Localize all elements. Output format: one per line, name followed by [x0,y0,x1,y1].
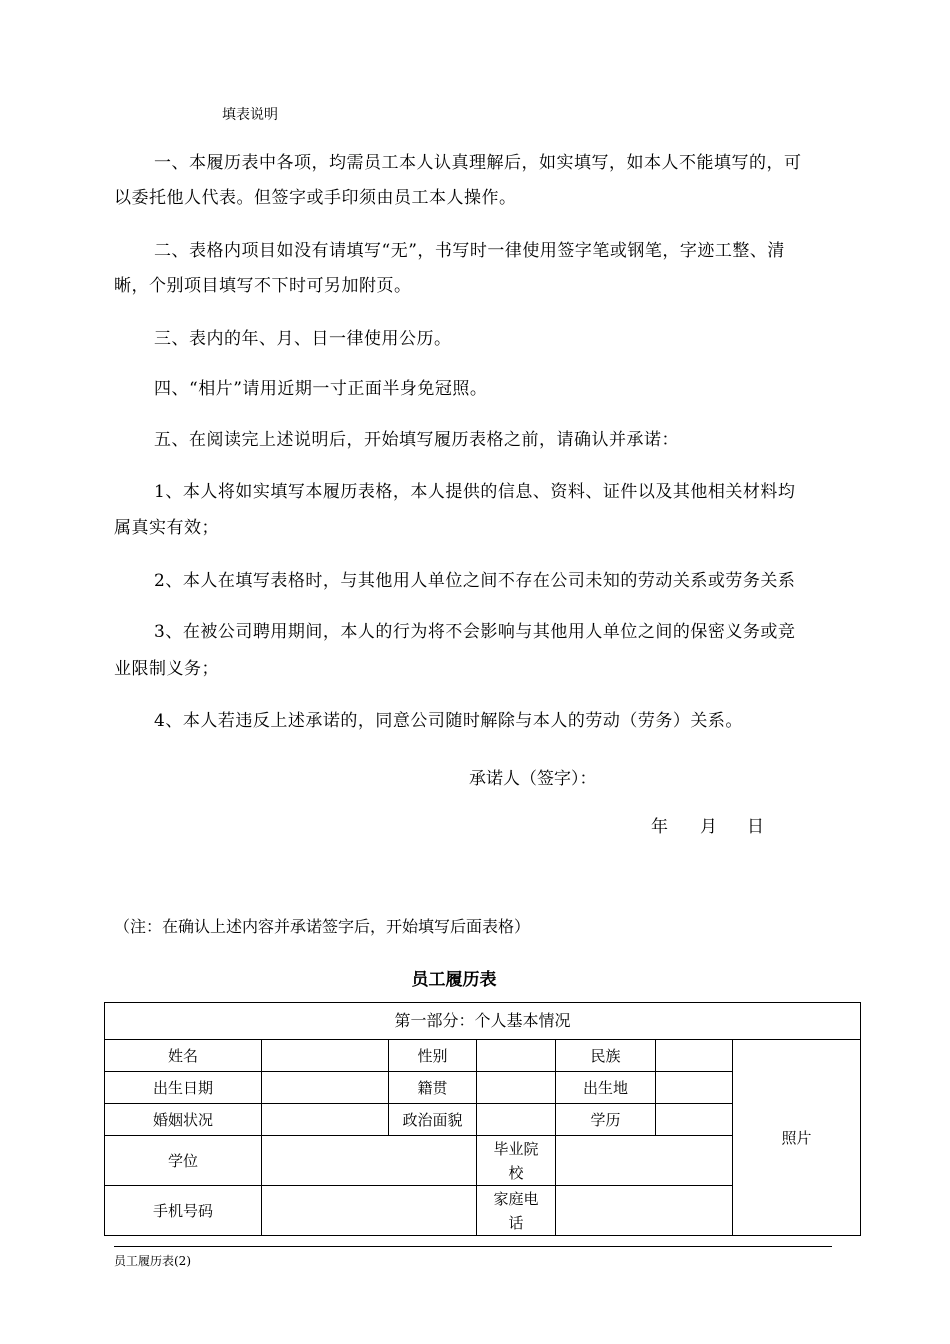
value-birth-date[interactable] [262,1072,389,1104]
label-name: 姓名 [105,1040,262,1072]
label-native-place: 籍贯 [389,1072,477,1104]
label-education: 学历 [556,1104,656,1136]
date-year: 年 [651,817,668,837]
label-political-status: 政治面貌 [389,1104,477,1136]
label-graduate-school [477,1136,556,1186]
value-ethnicity[interactable] [656,1040,733,1072]
form-title: 员工履历表 [411,970,497,990]
label-birthplace: 出生地 [556,1072,656,1104]
value-graduate-school[interactable] [556,1136,733,1186]
signature-label: 承诺人（签字）： [469,769,597,789]
label-marital-status: 婚姻状况 [105,1104,262,1136]
instruction-line: 二、表格内项目如没有请填写“无”，书写时一律使用签字笔或钢笔，字迹工整、清 [154,241,785,261]
note: （注：在确认上述内容并承诺签字后，开始填写后面表格） [114,917,531,936]
label-gender: 性别 [389,1040,477,1072]
value-degree[interactable] [262,1136,477,1186]
value-home-phone[interactable] [556,1186,733,1236]
value-marital-status[interactable] [262,1104,389,1136]
instruction-line: 属真实有效； [114,518,219,538]
label-home-phone [477,1186,556,1236]
label-graduate-school-line1: 毕业院 [493,1139,539,1158]
instruction-line: 四、“相片”请用近期一寸正面半身免冠照。 [154,379,488,399]
value-name[interactable] [262,1040,389,1072]
label-birth-date: 出生日期 [105,1072,262,1104]
instruction-line: 以委托他人代表。但签字或手印须由员工本人操作。 [114,188,517,208]
value-gender[interactable] [477,1040,556,1072]
label-graduate-school-line2: 校 [508,1163,524,1182]
value-mobile[interactable] [262,1186,477,1236]
page-footer: 员工履历表(2) [114,1254,191,1268]
instruction-line: 2、本人在填写表格时，与其他用人单位之间不存在公司未知的劳动关系或劳务关系 [154,571,796,591]
instructions-heading: 填表说明 [222,107,278,123]
photo-cell[interactable]: 照片 [733,1040,861,1236]
date-day: 日 [747,817,764,837]
basic-info-table [104,1002,861,1236]
date-month: 月 [700,817,717,837]
instruction-line: 业限制义务； [114,659,219,679]
section-header: 第一部分：个人基本情况 [105,1003,861,1040]
instruction-line: 晰，个别项目填写不下时可另加附页。 [114,276,412,296]
instruction-line: 五、在阅读完上述说明后，开始填写履历表格之前，请确认并承诺： [154,430,679,450]
instruction-line: 一、本履历表中各项，均需员工本人认真理解后，如实填写，如本人不能填写的，可 [154,153,802,173]
label-degree: 学位 [105,1136,262,1186]
value-political-status[interactable] [477,1104,556,1136]
value-native-place[interactable] [477,1072,556,1104]
footer-divider [114,1246,832,1247]
label-ethnicity: 民族 [556,1040,656,1072]
label-mobile: 手机号码 [105,1186,262,1236]
value-birthplace[interactable] [656,1072,733,1104]
instruction-line: 1、本人将如实填写本履历表格，本人提供的信息、资料、证件以及其他相关材料均 [154,482,796,502]
instruction-line: 三、表内的年、月、日一律使用公历。 [154,329,452,349]
value-education[interactable] [656,1104,733,1136]
instruction-line: 3、在被公司聘用期间，本人的行为将不会影响与其他用人单位之间的保密义务或竞 [154,622,796,642]
instruction-line: 4、本人若违反上述承诺的，同意公司随时解除与本人的劳动（劳务）关系。 [154,711,743,731]
label-home-phone-line1: 家庭电 [493,1189,539,1208]
label-home-phone-line2: 话 [508,1213,524,1232]
